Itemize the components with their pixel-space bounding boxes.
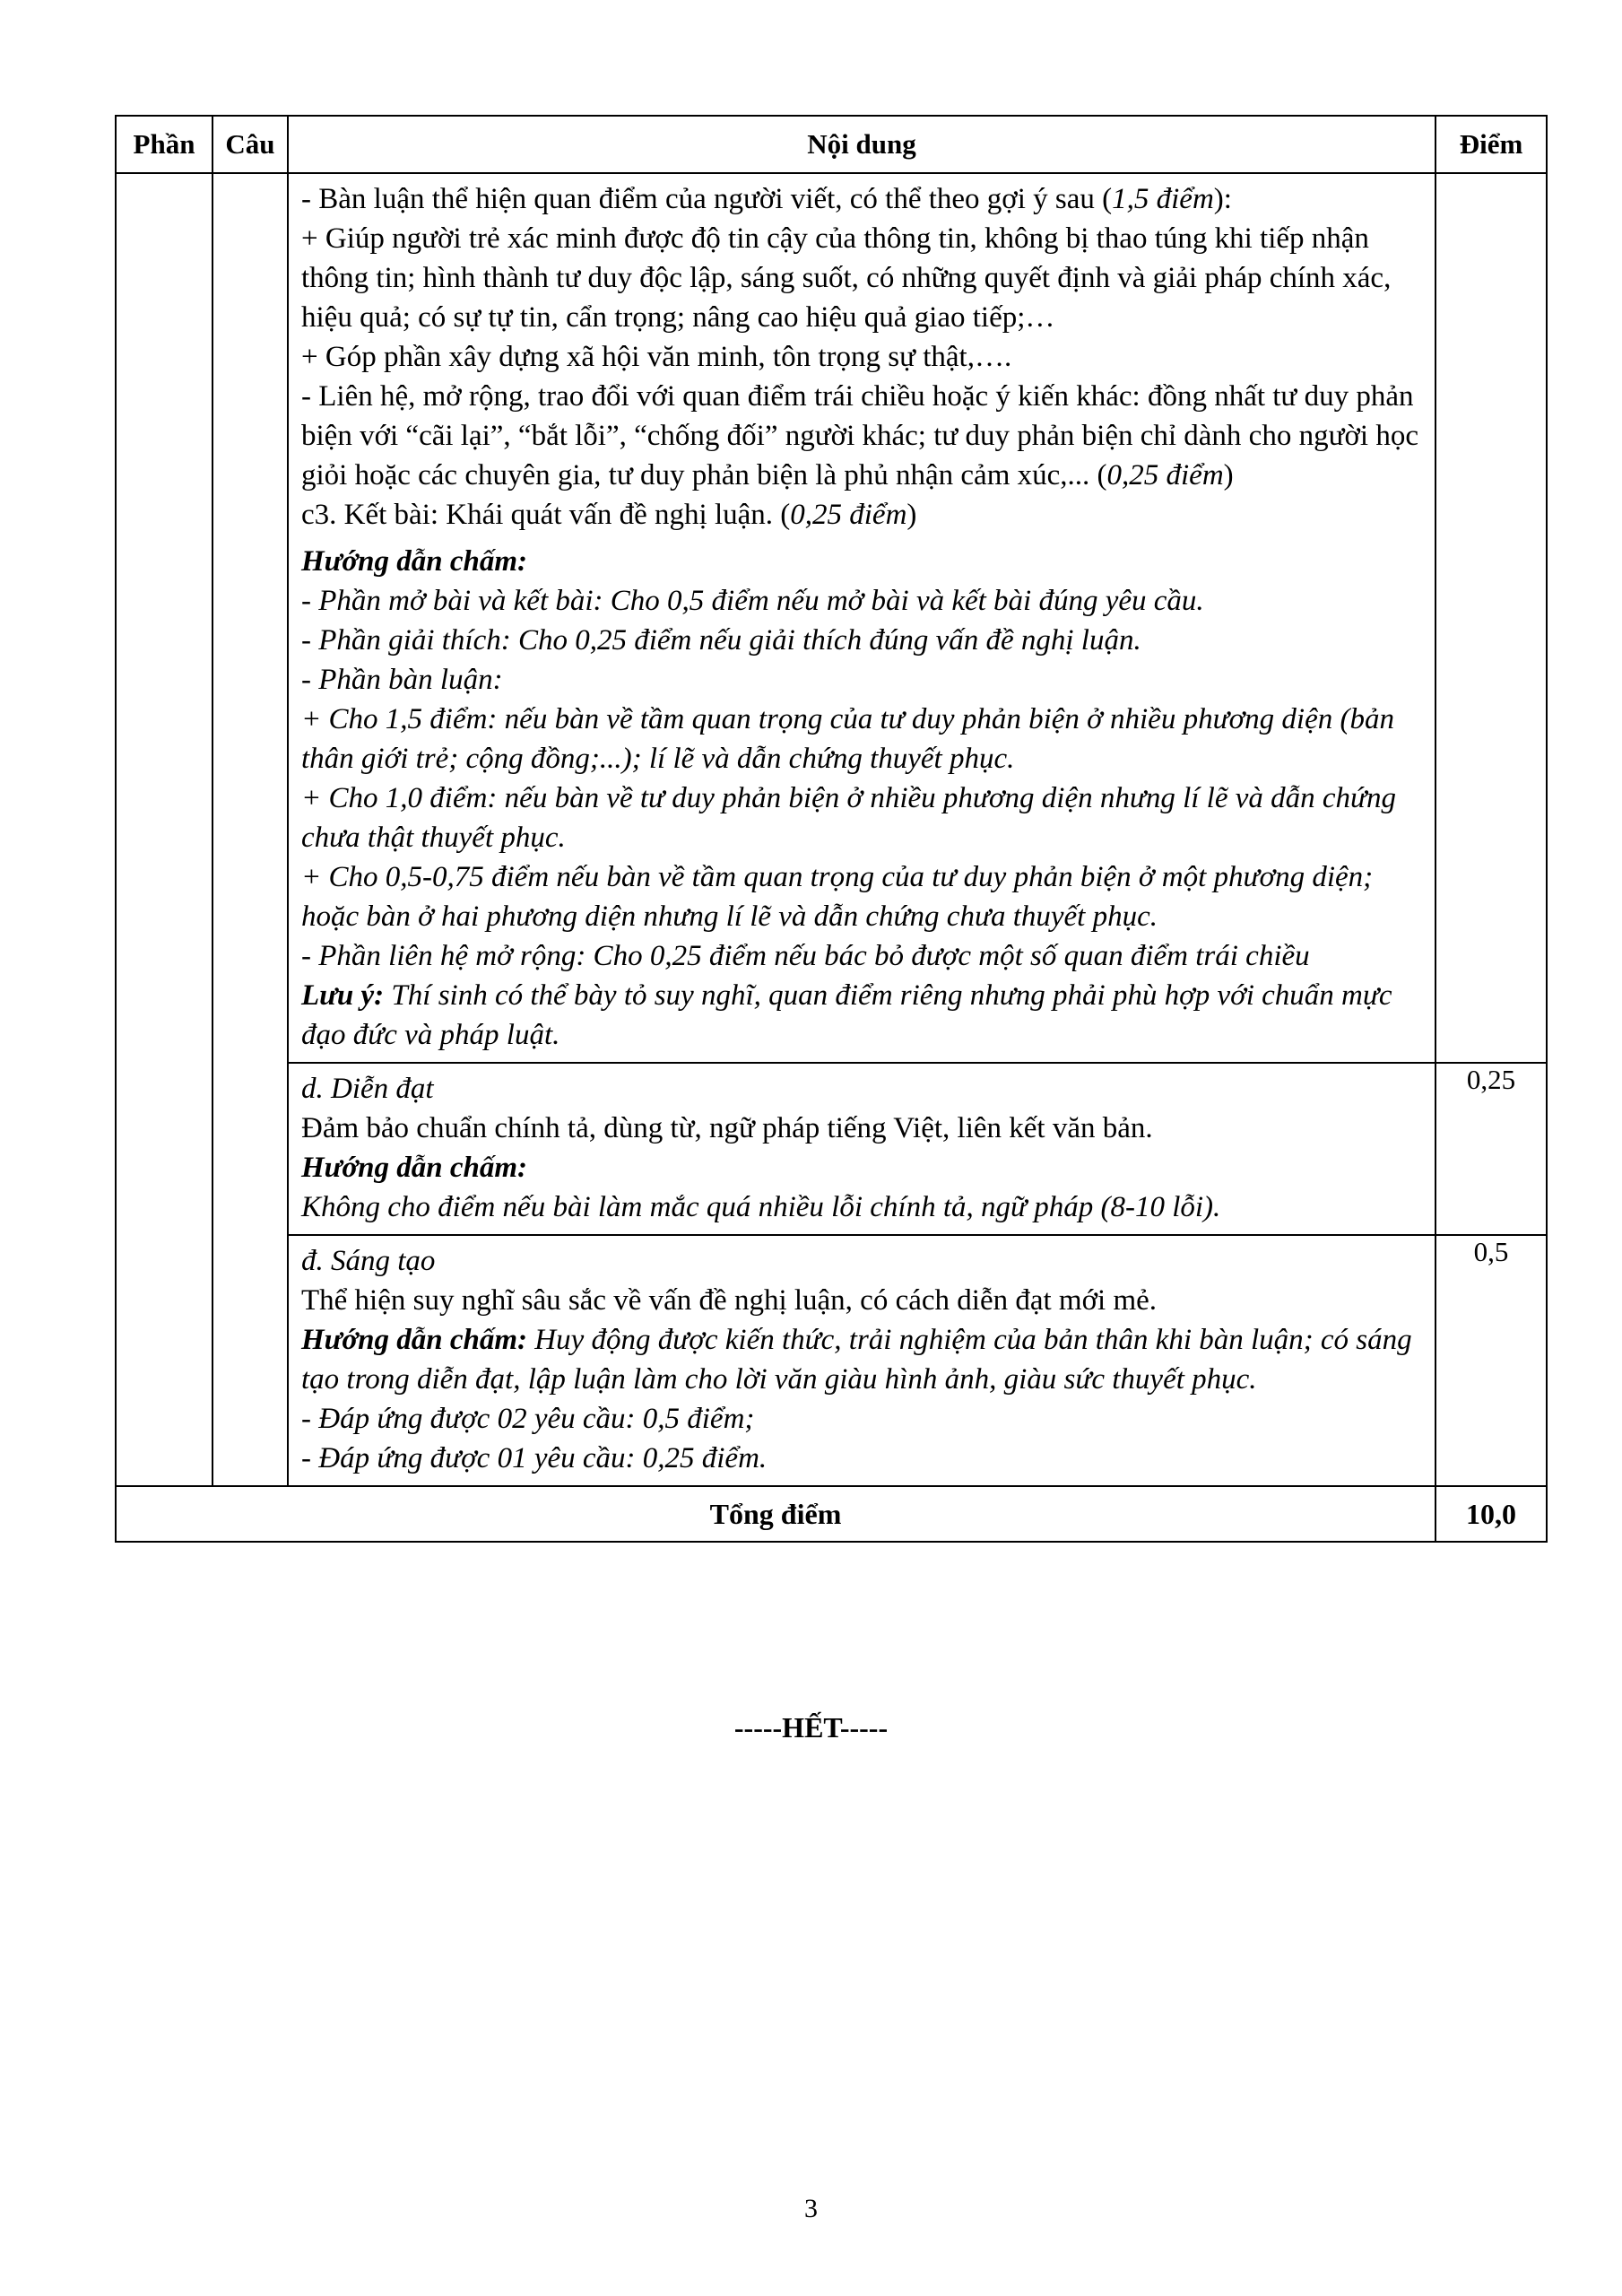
section-dd-title: đ. Sáng tạo xyxy=(301,1245,436,1277)
guide-line: + Cho 0,5-0,75 điểm nếu bàn về tầm quan trọng của tư duy phản biện ở một phương diện; hoặc bàn ở hai phương diện nhưng lí lẽ và dẫn chứng chưa thuyết phục. xyxy=(301,861,1374,933)
guide-line: - Phần mở bài và kết bài: Cho 0,5 điểm nếu mở bài và kết bài đúng yêu cầu. xyxy=(301,585,1204,617)
section-d-title: d. Diễn đạt xyxy=(301,1073,434,1105)
table-row xyxy=(116,173,1547,1063)
section-dd-rule: - Đáp ứng được 01 yêu cầu: 0,25 điểm. xyxy=(301,1442,768,1474)
total-label: Tổng điểm xyxy=(116,1486,1436,1542)
content-cell-sang-tao xyxy=(288,1235,1436,1486)
total-value: 10,0 xyxy=(1436,1486,1547,1542)
guide-line: - Phần liên hệ mở rộng: Cho 0,25 điểm nếu bác bỏ được một số quan điểm trái chiều xyxy=(301,940,1310,972)
discussion-intro: - Bàn luận thể hiện quan điểm của người viết, có thể theo gợi ý sau (1,5 điểm): xyxy=(301,183,1232,215)
score-sang-tao: 0,5 xyxy=(1436,1235,1547,1486)
section-dd-text: Thể hiện suy nghĩ sâu sắc về vấn đề nghị luận, có cách diễn đạt mới mẻ. xyxy=(301,1284,1158,1317)
section-d-text: Đảm bảo chuẩn chính tả, dùng từ, ngữ pháp tiếng Việt, liên kết văn bản. xyxy=(301,1112,1153,1144)
header-cau: Câu xyxy=(213,116,288,173)
header-diem: Điểm xyxy=(1436,116,1547,173)
discussion-point-1: + Giúp người trẻ xác minh được độ tin cậy của thông tin, không bị thao túng khi tiếp nhận thông tin; hình thành tư duy độc lập, sáng suốt, có những quyết định và giải pháp chính xác, hiệu quả; có sự tự tin, cẩn trọng; nâng cao hiệu quả giao tiếp;… xyxy=(301,222,1392,334)
conclusion-line: c3. Kết bài: Khái quát vấn đề nghị luận. (0,25 điểm) xyxy=(301,499,917,531)
table-row xyxy=(116,1235,1547,1486)
score-cell-empty xyxy=(1436,173,1547,1063)
section-dd-guide: Hướng dẫn chấm: Huy động được kiến thức, trải nghiệm của bản thân khi bàn luận; có sáng tạo trong diễn đạt, lập luận làm cho lời văn giàu hình ảnh, giàu sức thuyết phục. xyxy=(301,1324,1412,1396)
end-mark: -----HẾT----- xyxy=(733,1711,889,1744)
section-d-guide-text: Không cho điểm nếu bài làm mắc quá nhiều lỗi chính tả, ngữ pháp (8-10 lỗi). xyxy=(301,1191,1221,1223)
guide-title: Hướng dẫn chấm: xyxy=(301,545,528,578)
grading-table xyxy=(115,115,1548,1543)
header-phan: Phần xyxy=(116,116,213,173)
header-noi-dung: Nội dung xyxy=(288,116,1436,173)
content-cell-discussion xyxy=(288,173,1436,1063)
page-number: 3 xyxy=(804,2194,818,2223)
guide-line: - Phần bàn luận: xyxy=(301,664,503,696)
total-row xyxy=(116,1486,1547,1542)
cau-cell xyxy=(213,173,288,1486)
discussion-point-2: + Góp phần xây dựng xã hội văn minh, tôn trọng sự thật,…. xyxy=(301,341,1012,373)
table-row xyxy=(116,1063,1547,1235)
guide-line: + Cho 1,5 điểm: nếu bàn về tầm quan trọng của tư duy phản biện ở nhiều phương diện (bản thân giới trẻ; cộng đồng;...); lí lẽ và dẫn chứng thuyết phục. xyxy=(301,703,1394,775)
table-header-row xyxy=(116,116,1547,173)
content-cell-dien-dat xyxy=(288,1063,1436,1235)
score-dien-dat: 0,25 xyxy=(1436,1063,1547,1235)
note-line: Lưu ý: Thí sinh có thể bày tỏ suy nghĩ, quan điểm riêng nhưng phải phù hợp với chuẩn mực đạo đức và pháp luật. xyxy=(301,979,1392,1051)
guide-line: - Phần giải thích: Cho 0,25 điểm nếu giải thích đúng vấn đề nghị luận. xyxy=(301,624,1141,657)
phan-cell xyxy=(116,173,213,1486)
discussion-extension: - Liên hệ, mở rộng, trao đổi với quan điểm trái chiều hoặc ý kiến khác: đồng nhất tư duy phản biện với “cãi lại”, “bắt lỗi”, “chống đối” người khác; tư duy phản biện chỉ dành cho người học giỏi hoặc các chuyên gia, tư duy phản biện là phủ nhận cảm xúc,... (0,25 điểm) xyxy=(301,380,1418,491)
guide-line: + Cho 1,0 điểm: nếu bàn về tư duy phản biện ở nhiều phương diện nhưng lí lẽ và dẫn chứng chưa thật thuyết phục. xyxy=(301,782,1397,854)
section-dd-rule: - Đáp ứng được 02 yêu cầu: 0,5 điểm; xyxy=(301,1403,755,1435)
section-d-guide-title: Hướng dẫn chấm: xyxy=(301,1152,528,1184)
